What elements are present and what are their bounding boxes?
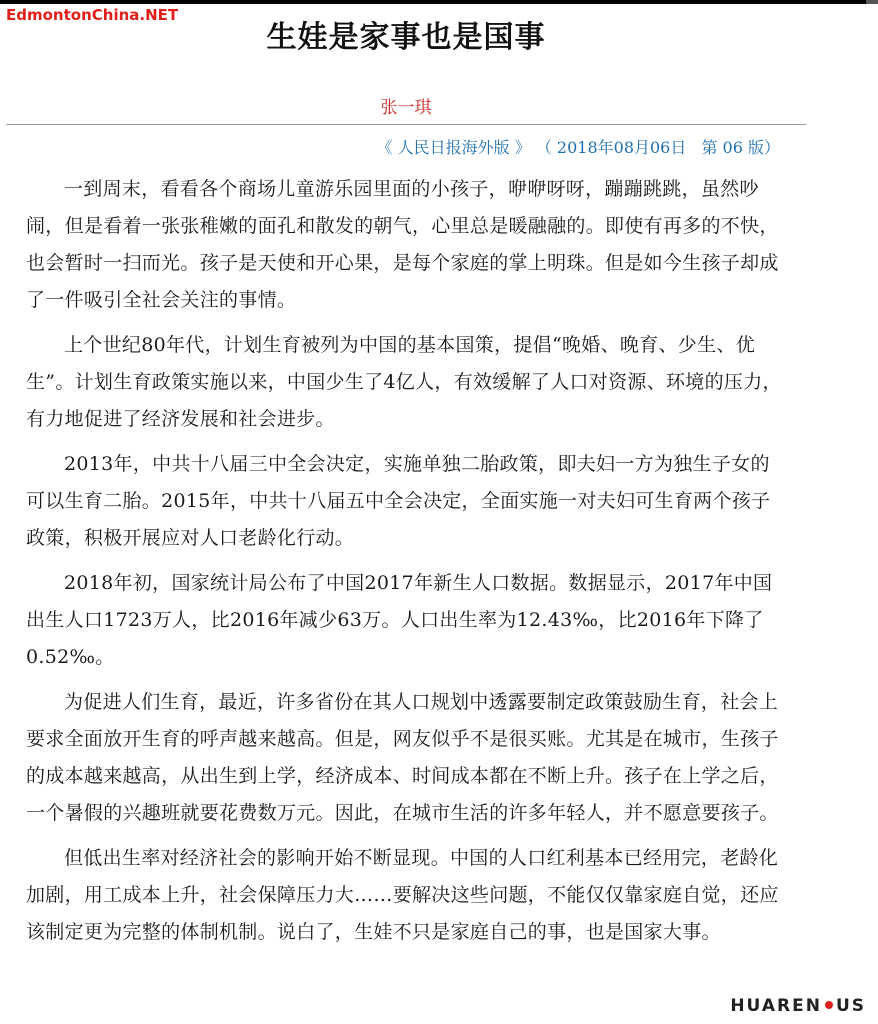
source-date: （ 2018年08月06日 <box>535 138 687 157</box>
source-paper-link[interactable]: 《 人民日报海外版 》 <box>376 138 531 157</box>
article-paragraph: 上个世纪80年代，计划生育被列为中国的基本国策，提倡“晚婚、晚育、少生、优生”。计划生育政策实施以来，中国少生了4亿人，有效缓解了人口对资源、环境的压力，有力地促进了经济发展和社会进步。 <box>26 334 782 430</box>
source-page: 第 06 版） <box>701 138 780 157</box>
article-body <box>26 171 788 959</box>
watermark-huaren-text: HUAREN <box>730 996 822 1016</box>
article-paragraph: 为促进人们生育，最近，许多省份在其人口规划中透露要制定政策鼓励生育，社会上要求全面放开生育的呼声越来越高。但是，网友似乎不是很买账。尤其是在城市，生孩子的成本越来越高，从出生到上学，经济成本、时间成本都在不断上升。孩子在上学之后，一个暑假的兴趣班就要花费数万元。因此，在城市生活的许多年轻人，并不愿意要孩子。 <box>26 691 779 824</box>
article-paragraph: 2013年，中共十八届三中全会决定，实施单独二胎政策，即夫妇一方为独生子女的可以生育二胎。2015年，中共十八届五中全会决定，全面实施一对夫妇可生育两个孩子政策，积极开展应对人口老龄化行动。 <box>26 453 771 549</box>
top-border-corner <box>866 0 878 4</box>
article-paragraph: 2018年初，国家统计局公布了中国2017年新生人口数据。数据显示，2017年中国出生人口1723万人，比2016年减少63万。人口出生率为12.43‰，比2016年下降了0.52‰。 <box>26 572 773 668</box>
header-divider <box>6 124 806 125</box>
watermark-dot-icon <box>825 1001 833 1009</box>
watermark-edmontonchina: EdmontonChina.NET <box>6 6 179 24</box>
article-title: 生娃是家事也是国事 <box>266 20 546 55</box>
top-border-bar <box>0 0 878 4</box>
watermark-us-text: US <box>835 996 866 1016</box>
article-paragraph: 但低出生率对经济社会的影响开始不断显现。中国的人口红利基本已经用完，老龄化加剧，用工成本上升，社会保障压力大……要解决这些问题，不能仅仅靠家庭自觉，还应该制定更为完整的体制机制。说白了，生娃不只是家庭自己的事，也是国家大事。 <box>26 847 779 943</box>
article-paragraph: 一到周末，看看各个商场儿童游乐园里面的小孩子，咿咿呀呀，蹦蹦跳跳，虽然吵闹，但是看着一张张稚嫩的面孔和散发的朝气，心里总是暖融融的。即使有再多的不快，也会暂时一扫而光。孩子是天使和开心果，是每个家庭的掌上明珠。但是如今生孩子却成了一件吸引全社会关注的事情。 <box>26 178 779 311</box>
watermark-huaren-us <box>730 996 866 1016</box>
article-source <box>377 135 780 158</box>
article-author: 张一琪 <box>380 98 432 118</box>
